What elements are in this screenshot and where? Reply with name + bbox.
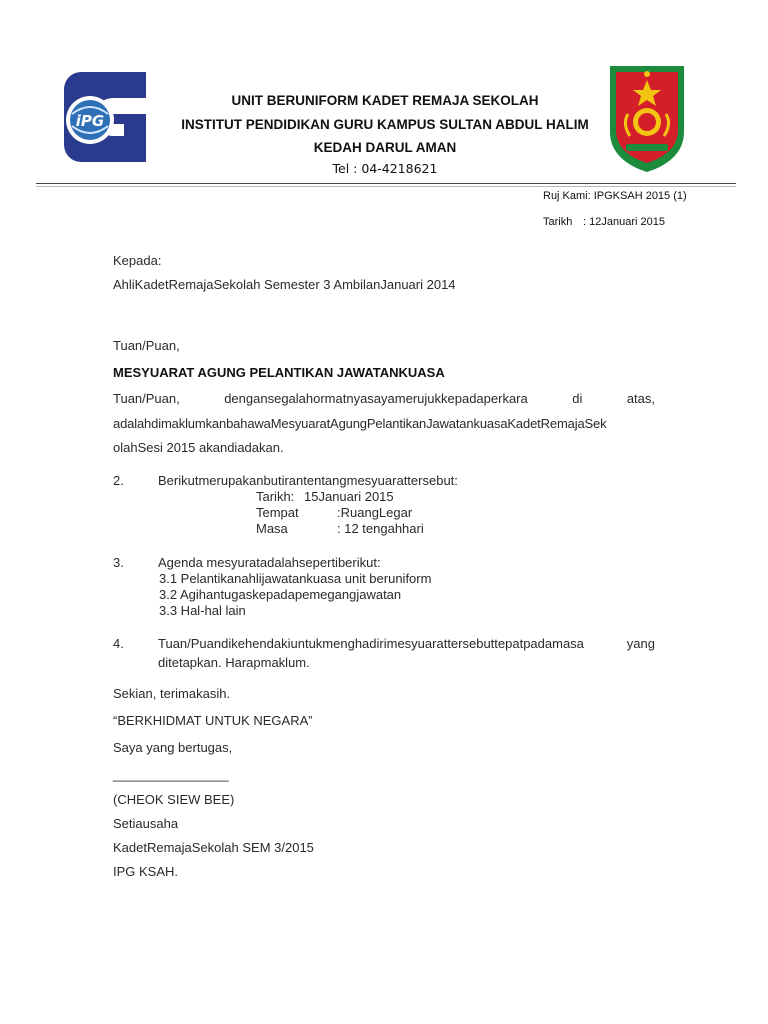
meeting-time-value: : 12 tengahhari: [337, 521, 424, 536]
agenda-item: 3.3 Hal-hal lain: [159, 603, 246, 618]
agenda-item: 3.2 Agihantugaskepadapemegangjawatan: [159, 587, 402, 602]
item-4-word: yang: [626, 636, 655, 651]
paragraph-1-word: dengansegalahormatnyasayamerujukkepadaperkara: [224, 391, 528, 406]
reference-number: Ruj Kami: IPGKSAH 2015 (1): [543, 190, 687, 202]
meeting-date-label: Tarikh:: [256, 489, 295, 504]
header-line-3: KEDAH DARUL AMAN: [313, 140, 457, 155]
header-line-2: INSTITUT PENDIDIKAN GURU KAMPUS SULTAN ABDUL HALIM: [181, 117, 589, 132]
ipg-logo: [62, 70, 148, 164]
recipient-name: AhliKadetRemajaSekolah Semester 3 AmbilanJanuari 2014: [113, 277, 456, 292]
item-4-number: 4.: [113, 636, 124, 651]
paragraph-1-word: di: [572, 391, 583, 406]
item-3-text: Agenda mesyuratadalahsepertiberikut:: [158, 555, 381, 570]
item-4-word: Tuan/Puandikehendakiuntukmenghadirimesyuarattersebuttepatpadamasa: [158, 636, 584, 651]
closing-sign-off: Saya yang bertugas,: [113, 740, 233, 755]
signatory-organization: KadetRemajaSekolah SEM 3/2015: [113, 840, 314, 855]
letter-subject: MESYUARAT AGUNG PELANTIKAN JAWATANKUASA: [113, 365, 445, 380]
meeting-time-label: Masa: [256, 521, 288, 536]
header-telephone: Tel : 04-4218621: [332, 161, 438, 176]
header-divider: [36, 183, 736, 184]
item-3-number: 3.: [113, 555, 124, 570]
meeting-date-value: 15Januari 2015: [304, 489, 394, 504]
paragraph-1-line-3: olahSesi 2015 akandiadakan.: [113, 440, 284, 455]
item-2-text: Berikutmerupakanbutirantentangmesyuarattersebut:: [158, 473, 458, 488]
closing-thanks: Sekian, terimakasih.: [113, 686, 231, 701]
signatory-title: Setiausaha: [113, 816, 179, 831]
agenda-item: 3.1 Pelantikanahlijawatankuasa unit beruniform: [159, 571, 432, 586]
item-2-number: 2.: [113, 473, 124, 488]
paragraph-1-line-2: adalahdimaklumkanbahawaMesyuaratAgungPelantikanJawatankuasaKadetRemajaSek: [113, 416, 607, 431]
salutation: Tuan/Puan,: [113, 338, 180, 353]
signature-line: ________________: [113, 767, 229, 782]
item-4-line-1: [158, 636, 655, 651]
reference-date-value: : 12Januari 2015: [583, 216, 665, 228]
paragraph-1-word: Tuan/Puan,: [113, 391, 180, 406]
kadet-remaja-shield-logo: [606, 62, 688, 174]
item-4-line-2: ditetapkan. Harapmaklum.: [158, 655, 310, 670]
meeting-venue-label: Tempat: [256, 505, 299, 520]
header-divider-thin: [36, 186, 736, 187]
meeting-venue-value: :RuangLegar: [337, 505, 413, 520]
svg-text:iPG: iPG: [75, 112, 105, 130]
paragraph-1-word: atas,: [626, 391, 655, 406]
signatory-name: (CHEOK SIEW BEE): [113, 792, 235, 807]
reference-date-label: Tarikh: [543, 216, 573, 228]
header-line-1: UNIT BERUNIFORM KADET REMAJA SEKOLAH: [231, 93, 539, 108]
closing-motto: “BERKHIDMAT UNTUK NEGARA”: [113, 713, 313, 728]
paragraph-1-line-1: [113, 391, 655, 406]
signatory-institution: IPG KSAH.: [113, 864, 179, 879]
recipient-label: Kepada:: [113, 253, 162, 268]
